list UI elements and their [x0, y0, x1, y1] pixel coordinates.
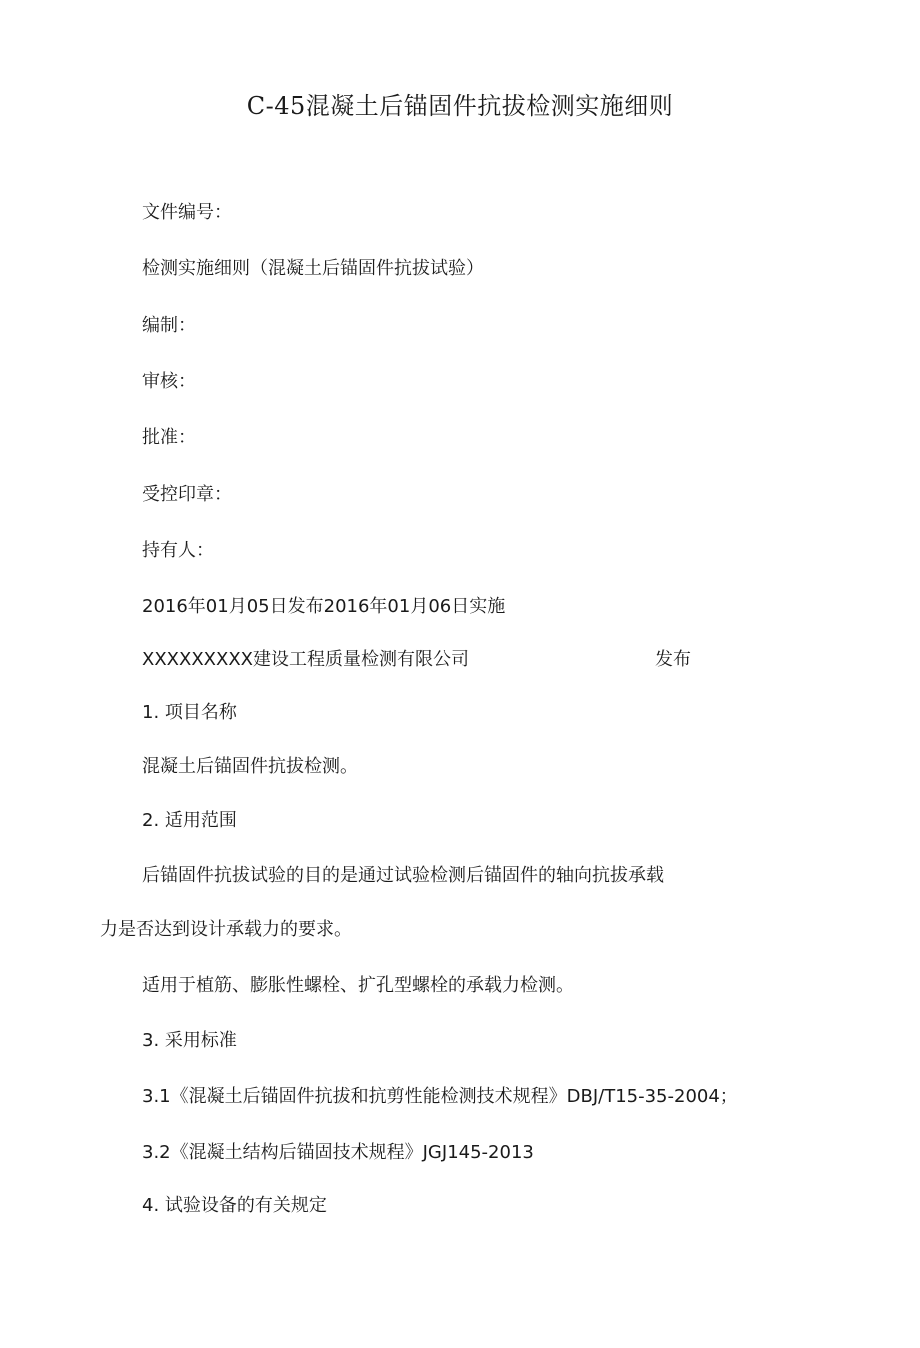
section-2-body-line2: 力是否达到设计承载力的要求。 [100, 919, 352, 940]
section-3-heading: 3. 采用标准 [142, 1030, 237, 1051]
section-3-item-1: 3.1《混凝土后锚固件抗拔和抗剪性能检测技术规程》DBJ/T15-35-2004； [142, 1086, 738, 1107]
section-2-heading: 2. 适用范围 [142, 810, 237, 831]
issue-dates: 2016年01月05日发布2016年01月06日实施 [142, 596, 506, 617]
doc-number-label: 文件编号： [142, 202, 232, 223]
section-1-body: 混凝土后锚固件抗拔检测。 [142, 756, 358, 777]
reviewed-label: 审核： [142, 371, 196, 392]
compiled-label: 编制： [142, 315, 196, 336]
section-1-heading: 1. 项目名称 [142, 702, 237, 723]
publish-label: 发布 [655, 649, 691, 670]
doc-type: 检测实施细则（混凝土后锚固件抗拔试验） [142, 258, 484, 279]
approved-label: 批准： [142, 427, 196, 448]
section-2-scope: 适用于植筋、膨胀性螺栓、扩孔型螺栓的承载力检测。 [142, 975, 574, 996]
section-3-item-2: 3.2《混凝土结构后锚固技术规程》JGJ145-2013 [142, 1142, 534, 1163]
section-4-heading: 4. 试验设备的有关规定 [142, 1195, 327, 1216]
holder-label: 持有人： [142, 540, 214, 561]
section-2-body-line1: 后锚固件抗拔试验的目的是通过试验检测后锚固件的轴向抗拔承载 [142, 865, 664, 886]
company-name: XXXXXXXXX建设工程质量检测有限公司 [142, 649, 469, 670]
document-title: C-45混凝土后锚固件抗拔检测实施细则 [246, 92, 674, 120]
controlled-seal-label: 受控印章： [142, 484, 232, 505]
